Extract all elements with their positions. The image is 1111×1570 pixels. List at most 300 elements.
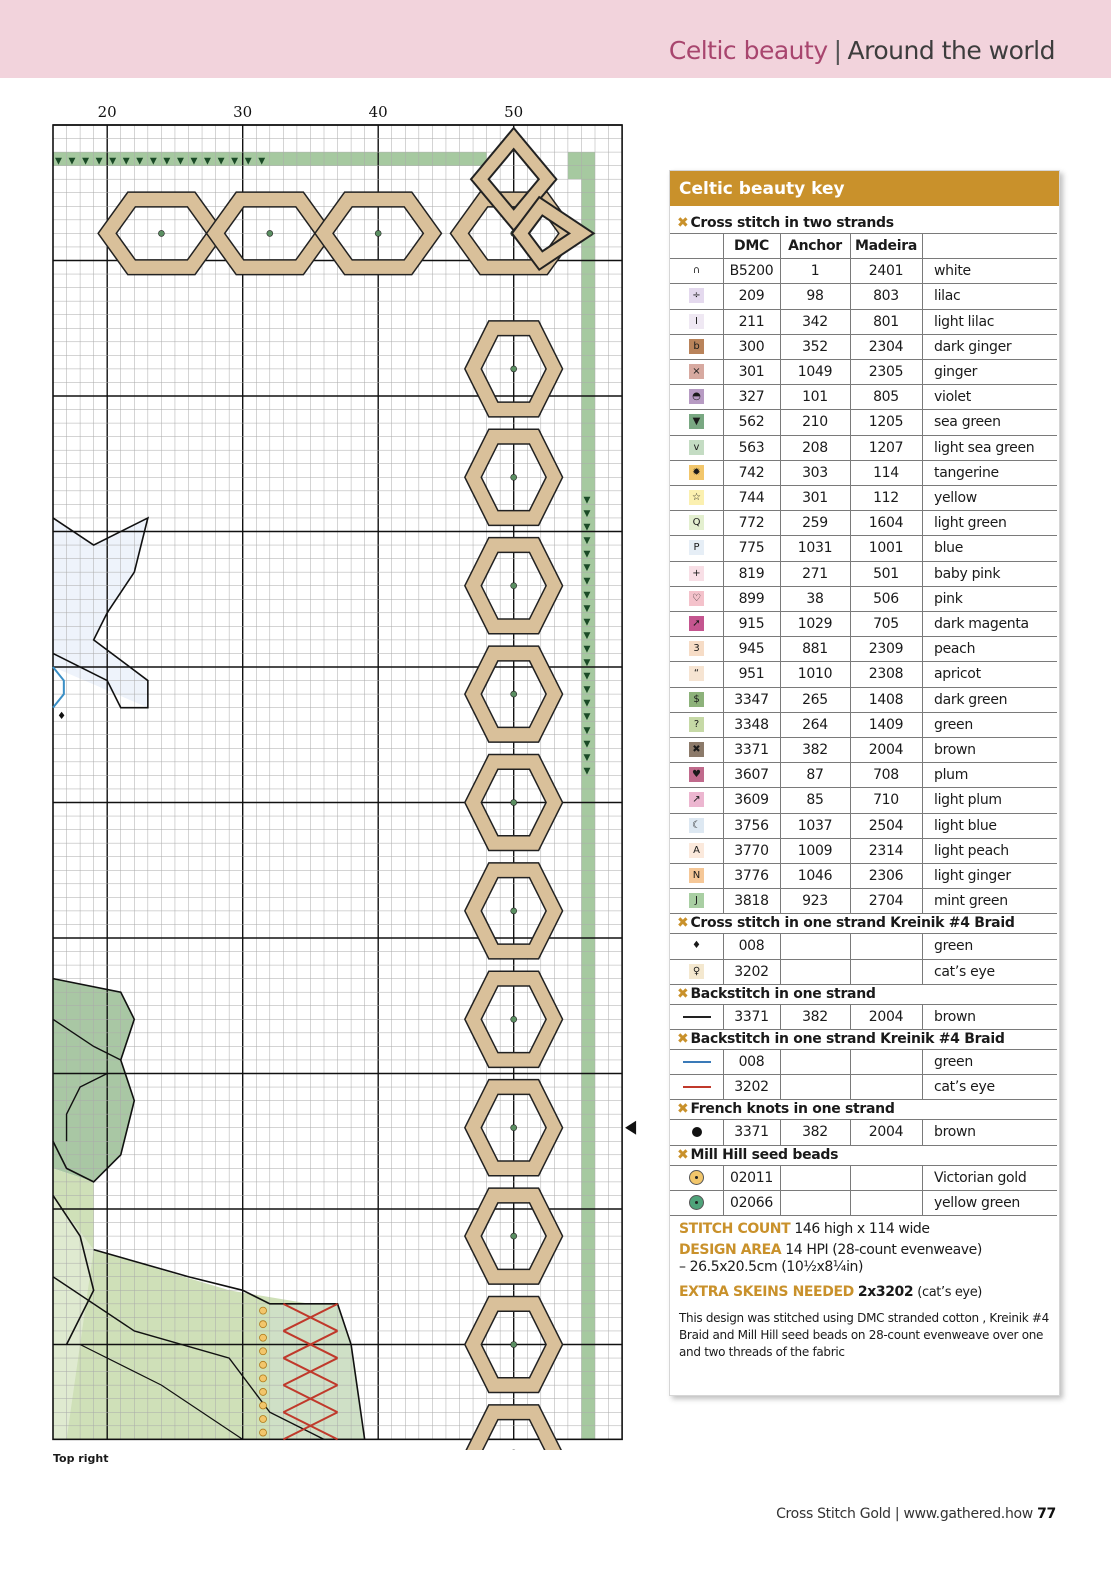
gold-bead-mark [260,1321,267,1328]
thread-colour-name: brown [934,1008,976,1025]
madeira-code: 705 [873,616,899,632]
band-symbol: ▼ [583,617,591,628]
design-area [679,1242,982,1258]
bead-centre [695,1176,698,1179]
thread-colour-name: dark magenta [934,616,1029,632]
bead-mark [158,230,164,236]
gold-bead-mark [260,1416,267,1423]
band-symbol: ▼ [55,156,62,167]
band-symbol: ▼ [258,156,266,167]
thread-colour-name: lilac [934,288,961,305]
diamond-icon: ♦ [689,938,704,953]
band-symbol: ▼ [583,658,591,668]
dmc-header: DMC [734,238,769,254]
bead-mark [375,230,381,236]
column-rule [780,1049,781,1099]
diamond-mark: ♦ [57,711,67,723]
chart-caption: Top right [53,1452,109,1465]
madeira-code: 801 [873,313,899,330]
p-glyph-icon: P [689,540,704,555]
row-rule [670,913,1057,914]
bead-mark [511,1125,517,1131]
thread-colour-name: white [934,263,971,280]
bead-mark [267,230,273,236]
cross-bullet-icon: ✖ [677,1146,689,1163]
thread-colour-name: brown [934,742,976,758]
column-rule [922,1049,923,1099]
band-symbol: ▼ [176,156,184,167]
thread-colour-name: plum [934,767,969,784]
thread-colour-name: green [934,1054,973,1070]
thread-colour-name: sea green [934,414,1001,431]
band-symbol: ▼ [583,685,591,696]
three-icon: 3 [689,641,704,656]
dmc-code: 3202 [734,963,769,980]
madeira-code: 2305 [868,364,904,380]
band-symbol: ▼ [231,156,239,167]
axis-label: 40 [368,103,388,121]
dmc-code: 3348 [734,716,769,733]
sun-icon: ✹ [689,465,704,480]
anchor-code: 342 [802,313,828,330]
gold-bead-mark [260,1307,267,1314]
madeira-code: 2306 [868,868,904,884]
dmc-code: 562 [738,414,765,431]
madeira-code: 2309 [868,641,904,658]
cross-bullet-icon: ✖ [677,915,689,932]
column-rule [780,1004,781,1029]
dmc-code: 3607 [734,767,769,784]
bead-mark [511,691,517,697]
gold-bead-mark [260,1334,267,1341]
thread-colour-name: cat’s eye [934,963,995,980]
row-rule [670,611,1057,612]
madeira-code: 501 [873,565,899,582]
row-rule [670,984,1057,985]
arrow-icon: ➚ [689,616,704,631]
madeira-code: 2401 [868,263,904,280]
border-band-right [581,152,595,1439]
column-rule [922,233,923,258]
column-rule [922,1165,923,1215]
seed-bead-icon [689,1170,704,1185]
dmc-code: 744 [738,490,765,506]
row-rule [670,787,1057,788]
column-rule [922,933,923,983]
band-symbol: ▼ [82,156,90,167]
anchor-code: 382 [802,1124,828,1141]
madeira-code: 805 [873,389,899,406]
madeira-code: 2504 [868,817,904,834]
dmc-code: 300 [738,338,765,355]
column-rule [723,1049,724,1099]
header-title [669,36,1055,65]
dmc-code: 742 [738,464,765,481]
dmc-code: 209 [738,288,765,305]
seed-bead-icon [689,1195,704,1210]
column-rule [850,1004,851,1029]
moon-icon: ☾ [689,818,704,833]
row-rule [670,535,1057,536]
madeira-code: 1409 [868,716,904,733]
band-symbol: ▼ [190,156,198,167]
bead-mark [511,474,517,480]
a-glyph-icon: A [689,843,704,858]
centre-marker-arrow [625,1121,636,1135]
band-symbol: ▼ [217,156,225,167]
key-section-title [677,1101,895,1117]
braid-backstitch-line-icon [683,1086,711,1088]
extra-skeins [679,1284,982,1300]
heart-icon: ♥ [689,767,704,782]
row-rule [670,409,1057,410]
column-rule [850,933,851,983]
row-rule [670,460,1057,461]
madeira-code: 1604 [868,515,904,532]
female-sign-icon: ♀ [689,964,704,979]
gold-bead-mark [260,1375,267,1382]
thread-colour-name: violet [934,389,971,406]
row-rule [670,233,1057,234]
n-glyph-icon: N [689,868,704,883]
dmc-code: 3818 [734,893,769,910]
anchor-code: 1031 [797,540,833,557]
madeira-code: 2004 [868,1124,904,1141]
question-icon: ? [689,717,704,732]
madeira-code: 708 [873,767,899,784]
thread-colour-name: green [934,716,973,733]
row-rule [670,586,1057,587]
dmc-code: 772 [738,515,765,532]
bead-mark [511,583,517,589]
extra-skeins-amount: 2x3202 [857,1284,914,1300]
gold-bead-mark [260,1348,267,1355]
section-label: Backstitch in one strand Kreinik #4 Braid [690,1031,1005,1047]
dmc-code: 899 [738,590,765,607]
band-symbol: ▼ [583,712,591,723]
dmc-code: 3347 [734,691,769,708]
band-symbol: ▼ [136,156,144,167]
section-label: Cross stitch in one strand Kreinik #4 Braid [690,915,1015,932]
anchor-code: 382 [802,1008,828,1025]
band-symbol: ▼ [122,156,130,167]
thread-colour-name: pink [934,590,963,607]
row-rule [670,334,1057,335]
row-rule [670,561,1057,562]
axis-label: 50 [504,103,524,121]
band-symbol: ▼ [583,563,591,574]
arch-icon: ∩ [689,263,704,278]
key-title: Celtic beauty key [670,171,1059,206]
band-symbol: ▼ [583,766,591,777]
gold-bead-mark [260,1429,267,1436]
b-glyph-icon: b [689,339,704,354]
thread-colour-name: tangerine [934,464,999,481]
row-rule [670,1119,1057,1120]
band-symbol: ▼ [583,536,591,547]
madeira-code: 2704 [868,893,904,910]
dmc-code: 3609 [734,792,769,809]
dmc-code: 008 [738,938,765,955]
madeira-code: 1001 [868,540,904,557]
extra-skeins-colour: (cat’s eye) [917,1285,982,1300]
bead-mark [511,1016,517,1022]
anchor-code: 1010 [797,666,833,683]
bead-mark [511,1233,517,1239]
axis-label: 30 [233,103,253,121]
band-symbol: ▼ [583,495,591,506]
bead-mark [511,366,517,372]
row-rule [670,359,1057,360]
row-rule [670,283,1057,284]
thread-colour-name: green [934,938,973,955]
bead-mark [511,800,517,806]
thread-colour-name: mint green [934,893,1008,910]
thread-colour-name: light blue [934,817,997,834]
column-rule [723,233,724,258]
cross-stitch-chart [0,90,640,1450]
band-symbol: ▼ [244,156,252,167]
cross-bold-icon: ✖ [689,742,704,757]
dmc-code: 3202 [734,1079,769,1096]
madeira-code: 803 [873,288,899,305]
gold-bead-mark [260,1402,267,1409]
key-section-title [677,1147,838,1163]
madeira-code: 710 [873,792,899,809]
thread-colour-name: dark ginger [934,338,1012,355]
band-symbol: ▼ [204,156,211,167]
row-rule [670,661,1057,662]
band-symbol: ▼ [583,522,591,533]
row-rule [670,959,1057,960]
thread-colour-name: apricot [934,666,981,683]
arrow-box-icon: ↗ [689,792,704,807]
band-symbol: ▼ [583,739,591,750]
dmc-code: 02011 [729,1169,774,1186]
madeira-code: 2314 [868,842,904,859]
check-v-icon: v [689,440,704,455]
row-rule [670,1074,1057,1075]
row-rule [670,384,1057,385]
row-rule [670,636,1057,637]
key-section-title [677,915,1015,931]
madeira-code: 1205 [868,414,904,431]
anchor-code: 303 [802,464,828,481]
star-icon: ☆ [689,490,704,505]
blue-backstitch [53,667,64,708]
row-rule [670,258,1057,259]
band-symbol: ▼ [109,156,117,167]
thread-colour-name: light ginger [934,868,1011,884]
dmc-code: 02066 [729,1194,774,1211]
row-rule [670,510,1057,511]
thread-colour-name: ginger [934,364,978,380]
heart-outline-icon: ♡ [689,591,704,606]
cross-bullet-icon: ✖ [677,985,689,1002]
i-beam-icon: I [689,314,704,329]
column-rule [780,1119,781,1144]
backstitch-line-icon [683,1016,711,1018]
madeira-code: 1408 [868,691,904,708]
gold-bead-mark [260,1388,267,1395]
section-label: French knots in one strand [690,1101,895,1118]
stitching-note: This design was stitched using DMC stranded cotton , Kreinik #4 Braid and Mill Hill seed beads on 28-count evenweave over one and two threads of the fabric [679,1311,1049,1359]
column-rule [850,1165,851,1215]
axis-label: 20 [97,103,117,121]
band-symbol: ▼ [583,671,591,682]
row-rule [670,1004,1057,1005]
row-rule [670,737,1057,738]
dmc-code: 3371 [734,742,769,758]
section-label: Backstitch in one strand [690,985,876,1002]
section-name: Celtic beauty [668,36,828,65]
dmc-code: 563 [738,439,765,456]
section-subtitle: Around the world [847,36,1055,65]
design-area-size: – 26.5x20.5cm (10½x8¼in) [679,1259,864,1275]
row-rule [670,687,1057,688]
bead-centre [695,1201,698,1204]
column-rule [780,258,781,913]
row-rule [670,863,1057,864]
column-rule [723,1165,724,1215]
dmc-code: 951 [738,666,765,683]
row-rule [670,1215,1057,1216]
row-rule [670,1099,1057,1100]
madeira-code: 2004 [868,742,904,758]
footer-separator: | [894,1506,900,1522]
q-glyph-icon: Q [689,515,704,530]
bead-mark [511,908,517,914]
page-footer [776,1506,1056,1522]
row-rule [670,712,1057,713]
anchor-code: 259 [802,515,828,532]
column-rule [723,1004,724,1029]
divide-icon: ÷ [689,288,704,303]
stitch-count [679,1221,930,1237]
madeira-code: 1207 [868,439,904,456]
anchor-code: 38 [806,590,824,607]
band-symbol: ▼ [583,603,591,614]
column-rule [922,258,923,913]
thread-colour-name: brown [934,1124,976,1141]
column-rule [723,933,724,983]
section-label: Mill Hill seed beads [690,1146,839,1163]
thread-colour-name: light sea green [934,439,1035,456]
anchor-code: 1 [810,263,820,280]
thread-colour-name: peach [934,641,976,658]
anchor-code: 264 [802,716,828,733]
stitch-count-value: 146 high x 114 wide [794,1221,930,1237]
thread-colour-name: light peach [934,842,1009,859]
row-rule [670,813,1057,814]
extra-skeins-label: EXTRA SKEINS NEEDED [679,1284,854,1300]
thread-colour-name: cat’s eye [934,1079,995,1096]
dmc-code: 3756 [734,817,769,834]
stitch-count-label: STITCH COUNT [679,1221,791,1237]
madeira-code: 2004 [868,1008,904,1025]
thread-colour-name: dark green [934,691,1008,708]
anchor-code: 98 [806,288,824,305]
row-rule [670,309,1057,310]
row-rule [670,838,1057,839]
anchor-code: 1046 [797,868,833,884]
row-rule [670,1049,1057,1050]
anchor-code: 271 [802,565,828,582]
thread-colour-name: light green [934,515,1007,532]
colour-key-panel [669,170,1060,1396]
anchor-header: Anchor [788,238,842,254]
anchor-code: 85 [806,792,824,809]
section-label: Cross stitch in two strands [690,215,894,231]
thread-colour-name: light lilac [934,313,995,330]
band-symbol: ▼ [583,508,591,519]
anchor-code: 101 [802,389,828,406]
row-rule [670,1029,1057,1030]
design-area-size-line [679,1259,863,1275]
madeira-code: 506 [873,590,899,607]
thread-colour-name: yellow [934,490,977,506]
row-rule [670,435,1057,436]
anchor-code: 208 [802,439,828,456]
cross-bullet-icon: ✖ [677,1031,689,1047]
madeira-code: 112 [873,490,899,506]
half-circle-icon: ◓ [689,389,704,404]
cross-x-icon: × [689,364,704,379]
dmc-code: B5200 [729,263,774,280]
dmc-code: 301 [738,364,765,380]
cross-bullet-icon: ✖ [677,1101,689,1118]
design-area-value: 14 HPI (28-count evenweave) [785,1242,982,1258]
band-symbol: ▼ [163,156,171,167]
anchor-code: 1049 [797,364,833,380]
band-symbol: ▼ [583,590,591,601]
band-symbol: ▼ [68,156,76,167]
plus-icon: + [689,566,704,581]
footer-url[interactable]: www.gathered.how [903,1506,1033,1522]
braid-backstitch-line-icon [683,1061,711,1063]
dmc-code: 3371 [734,1008,769,1025]
anchor-code: 301 [802,490,828,506]
column-rule [850,1049,851,1099]
gold-bead-mark [260,1361,267,1368]
band-symbol: ▼ [583,698,591,709]
band-symbol: ▼ [583,752,591,763]
bead-mark [511,1342,517,1348]
dollar-icon: $ [689,692,704,707]
column-rule [850,233,851,258]
thread-colour-name: yellow green [934,1194,1020,1211]
key-section-title [677,1031,1005,1047]
anchor-code: 87 [806,767,824,784]
column-rule [723,258,724,913]
dmc-code: 211 [738,313,765,330]
design-area-label: DESIGN AREA [679,1242,782,1258]
row-rule [670,933,1057,934]
column-rule [850,258,851,913]
dmc-code: 915 [738,616,765,632]
band-symbol: ▼ [149,156,157,167]
band-symbol: ▼ [95,156,103,167]
dmc-code: 3770 [734,842,769,859]
magazine-name: Cross Stitch Gold [776,1506,891,1522]
row-rule [670,1145,1057,1146]
dmc-code: 3776 [734,868,769,884]
anchor-code: 210 [802,414,828,431]
column-rule [780,1165,781,1215]
quote-icon: “ [689,666,704,681]
row-rule [670,762,1057,763]
row-rule [670,888,1057,889]
